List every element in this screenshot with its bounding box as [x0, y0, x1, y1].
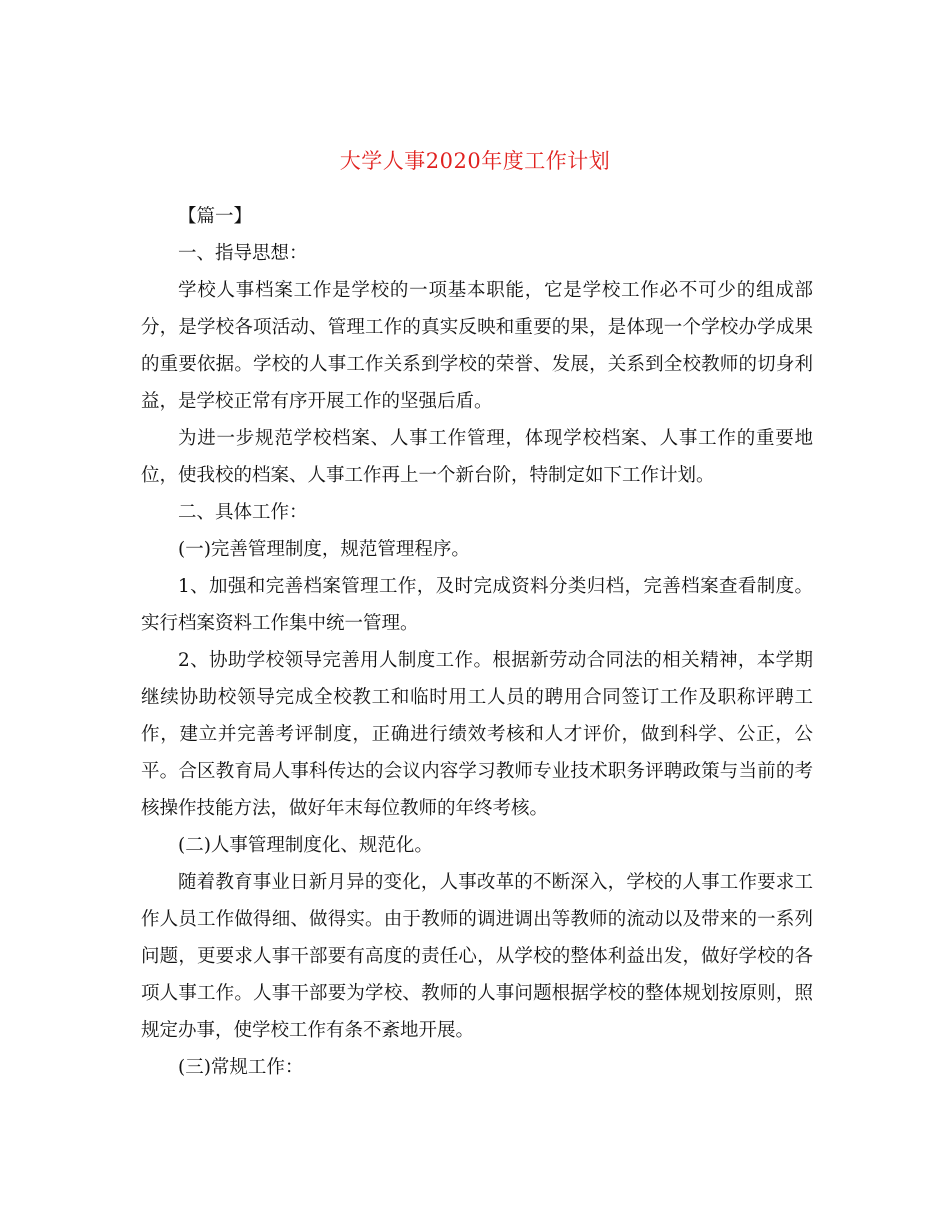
- paragraph: 随着教育事业日新月异的变化，人事改革的不断深入，学校的人事工作要求工作人员工作做得细、做得实。由于教师的调进调出等教师的流动以及带来的一系列问题，更要求人事干部要有高度的责任心，从学校的整体利益出发，做好学校的各项人事工作。人事干部要为学校、教师的人事问题根据学校的整体规划按原则，照规定办事，使学校工作有条不紊地开展。: [141, 872, 813, 1041]
- document-body: [141, 198, 813, 1086]
- heading-guiding-ideology: 一、指导思想：: [178, 243, 308, 264]
- paragraph: 2、协助学校领导完善用人制度工作。根据新劳动合同法的相关精神，本学期继续协助校领导完成全校教工和临时用工人员的聘用合同签订工作及职称评聘工作，建立并完善考评制度，正确进行绩效考核和人才评价，做到科学、公正，公平。合区教育局人事科传达的会议内容学习教师专业技术职务评聘政策与当前的考核操作技能方法，做好年末每位教师的年终考核。: [141, 650, 813, 819]
- section-label: 【篇一】: [178, 206, 253, 227]
- document-title: 大学人事2020年度工作计划: [339, 149, 611, 173]
- paragraph: 1、加强和完善档案管理工作，及时完成资料分类归档，完善档案查看制度。实行档案资料工作集中统一管理。: [141, 576, 813, 634]
- paragraph: 为进一步规范学校档案、人事工作管理，体现学校档案、人事工作的重要地位，使我校的档案、人事工作再上一个新台阶，特制定如下工作计划。: [141, 428, 813, 486]
- subheading: (二)人事管理制度化、规范化。: [178, 835, 433, 856]
- paragraph: 学校人事档案工作是学校的一项基本职能，它是学校工作必不可少的组成部分，是学校各项活动、管理工作的真实反映和重要的果，是体现一个学校办学成果的重要依据。学校的人事工作关系到学校的荣誉、发展，关系到全校教师的切身利益，是学校正常有序开展工作的坚强后盾。: [141, 280, 813, 412]
- subheading: (三)常规工作：: [178, 1057, 304, 1078]
- heading-specific-work: 二、具体工作：: [178, 502, 308, 523]
- subheading: (一)完善管理制度，规范管理程序。: [178, 539, 470, 560]
